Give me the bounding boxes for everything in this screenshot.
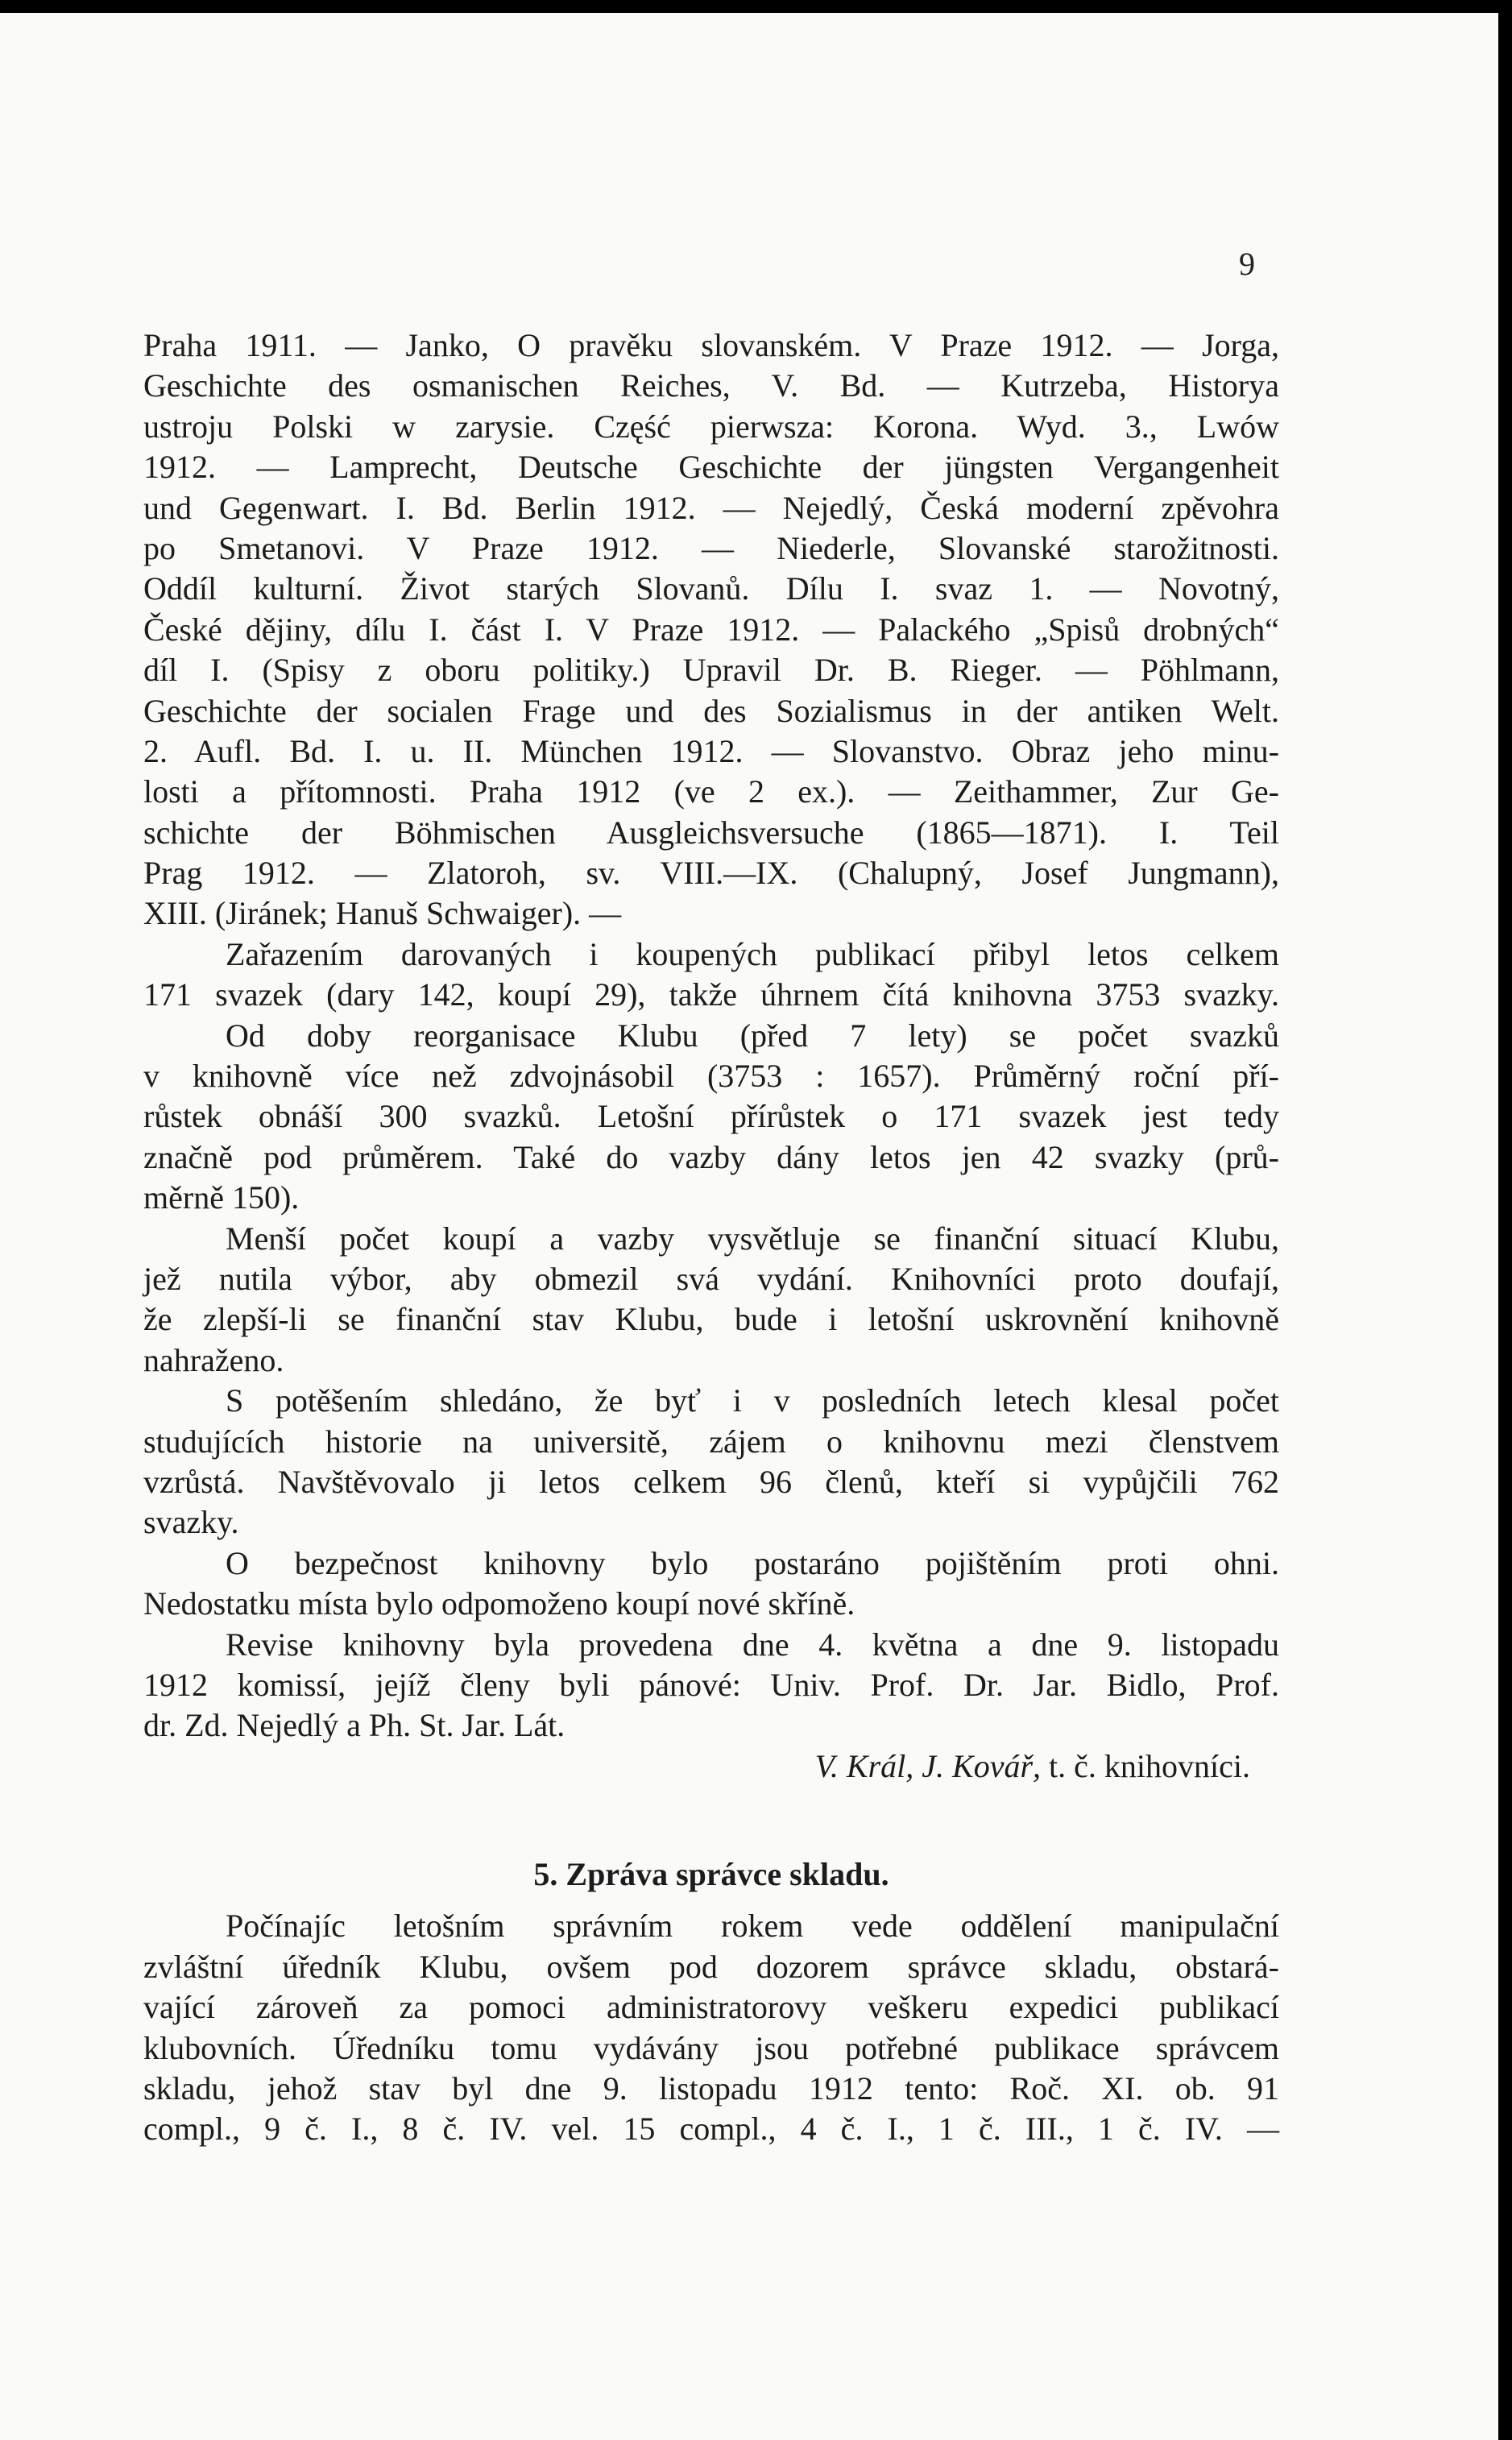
- text-line: nahraženo.: [143, 1341, 284, 1378]
- text-line: S potěšením shledáno, že byť i v posledních letech klesal počet: [226, 1382, 1279, 1419]
- text-line: 2. Aufl. Bd. I. u. II. München 1912. — Slovanstvo. Obraz jeho minu-: [143, 732, 1279, 769]
- section-gap: [143, 1787, 1279, 1854]
- text-line: že zlepší-li se finanční stav Klubu, bude i letošní uskrovnění knihovně: [143, 1301, 1279, 1338]
- text-line: svazky.: [143, 1504, 239, 1541]
- text-line: Počínajíc letošním správním rokem vede oddělení manipulační: [226, 1908, 1279, 1945]
- text-line: XIII. (Jiránek; Hanuš Schwaiger). —: [143, 895, 622, 932]
- text-line: po Smetanovi. V Praze 1912. — Niederle, Slovanské starožitnosti.: [143, 529, 1279, 566]
- text-line: Praha 1911. — Janko, O pravěku slovanském. V Praze 1912. — Jorga,: [143, 327, 1279, 363]
- text-line: Menší počet koupí a vazby vysvětluje se finanční situací Klubu,: [226, 1220, 1279, 1257]
- signature-line: [143, 1746, 1279, 1787]
- text-line: und Gegenwart. I. Bd. Berlin 1912. — Nejedlý, Česká moderní zpěvohra: [143, 489, 1279, 526]
- text-line: zvláštní úředník Klubu, ovšem pod dozorem správce skladu, obstará-: [143, 1948, 1279, 1985]
- text-block: [143, 325, 1279, 2150]
- text-line: dr. Zd. Nejedlý a Ph. St. Jar. Lát.: [143, 1707, 565, 1744]
- text-line: měrně 150).: [143, 1179, 300, 1216]
- text-line: losti a přítomnosti. Praha 1912 (ve 2 ex.). — Zeithammer, Zur Ge-: [143, 773, 1279, 810]
- page-number: 9: [1239, 246, 1255, 282]
- text-line: studujících historie na universitě, zájem o knihovnu mezi členstvem: [143, 1423, 1279, 1460]
- text-line: Geschichte der socialen Frage und des Sozialismus in der antiken Welt.: [143, 692, 1279, 729]
- signature-role: t. č. knihovníci.: [1049, 1747, 1250, 1784]
- text-line: České dějiny, dílu I. část I. V Praze 1912. — Palackého „Spisů drobných“: [143, 611, 1279, 648]
- text-line: Prag 1912. — Zlatoroh, sv. VIII.—IX. (Chalupný, Josef Jungmann),: [143, 855, 1279, 892]
- text-line: Revise knihovny byla provedena dne 4. května a dne 9. listopadu: [226, 1626, 1279, 1663]
- text-line: skladu, jehož stav byl dne 9. listopadu 1912 tento: Roč. XI. ob. 91: [143, 2070, 1279, 2107]
- text-line: compl., 9 č. I., 8 č. IV. vel. 15 compl., 4 č. I., 1 č. III., 1 č. IV. —: [143, 2111, 1279, 2148]
- text-line: O bezpečnost knihovny bylo postaráno pojištěním proti ohni.: [226, 1544, 1279, 1581]
- text-line: 1912. — Lamprecht, Deutsche Geschichte der jüngsten Vergangenheit: [143, 449, 1279, 486]
- text-line: Nedostatku místa bylo odpomoženo koupí nové skříně.: [143, 1585, 855, 1622]
- text-line: vající zároveň za pomoci administratorovy veškeru expedici publikací: [143, 1989, 1279, 2026]
- text-line: Od doby reorganisace Klubu (před 7 lety) se počet svazků: [226, 1017, 1279, 1054]
- text-line: vzrůstá. Navštěvovalo ji letos celkem 96 členů, kteří si vypůjčili 762: [143, 1463, 1279, 1500]
- text-line: ustroju Polski w zarysie. Część pierwsza: Korona. Wyd. 3., Lwów: [143, 408, 1279, 445]
- document-page: [0, 13, 1498, 2440]
- signature-names: V. Král, J. Kovář,: [814, 1747, 1042, 1784]
- text-line: Oddíl kulturní. Život starých Slovanů. Dílu I. svaz 1. — Novotný,: [143, 570, 1279, 607]
- text-line: Zařazením darovaných i koupených publikací přibyl letos celkem: [226, 935, 1279, 972]
- text-line: schichte der Böhmischen Ausgleichsversuche (1865—1871). I. Teil: [143, 814, 1279, 851]
- text-line: jež nutila výbor, aby obmezil svá vydání. Knihovníci proto doufají,: [143, 1260, 1279, 1297]
- section-heading: 5. Zpráva správce skladu.: [533, 1856, 889, 1893]
- text-line: v knihovně více než zdvojnásobil (3753 : 1657). Průměrný roční pří-: [143, 1058, 1279, 1095]
- text-line: růstek obnáší 300 svazků. Letošní přírůstek o 171 svazek jest tedy: [143, 1098, 1279, 1135]
- text-line: klubovních. Úředníku tomu vydávány jsou potřebné publikace správcem: [143, 2029, 1279, 2066]
- text-line: 171 svazek (dary 142, koupí 29), takže úhrnem čítá knihovna 3753 svazky.: [143, 976, 1279, 1013]
- text-line: 1912 komissí, jejíž členy byli pánové: Univ. Prof. Dr. Jar. Bidlo, Prof.: [143, 1666, 1279, 1703]
- text-line: Geschichte des osmanischen Reiches, V. Bd. — Kutrzeba, Historya: [143, 367, 1279, 404]
- text-line: značně pod průměrem. Také do vazby dány letos jen 42 svazky (prů-: [143, 1138, 1279, 1175]
- text-line: díl I. (Spisy z oboru politiky.) Upravil Dr. B. Rieger. — Pöhlmann,: [143, 652, 1279, 689]
